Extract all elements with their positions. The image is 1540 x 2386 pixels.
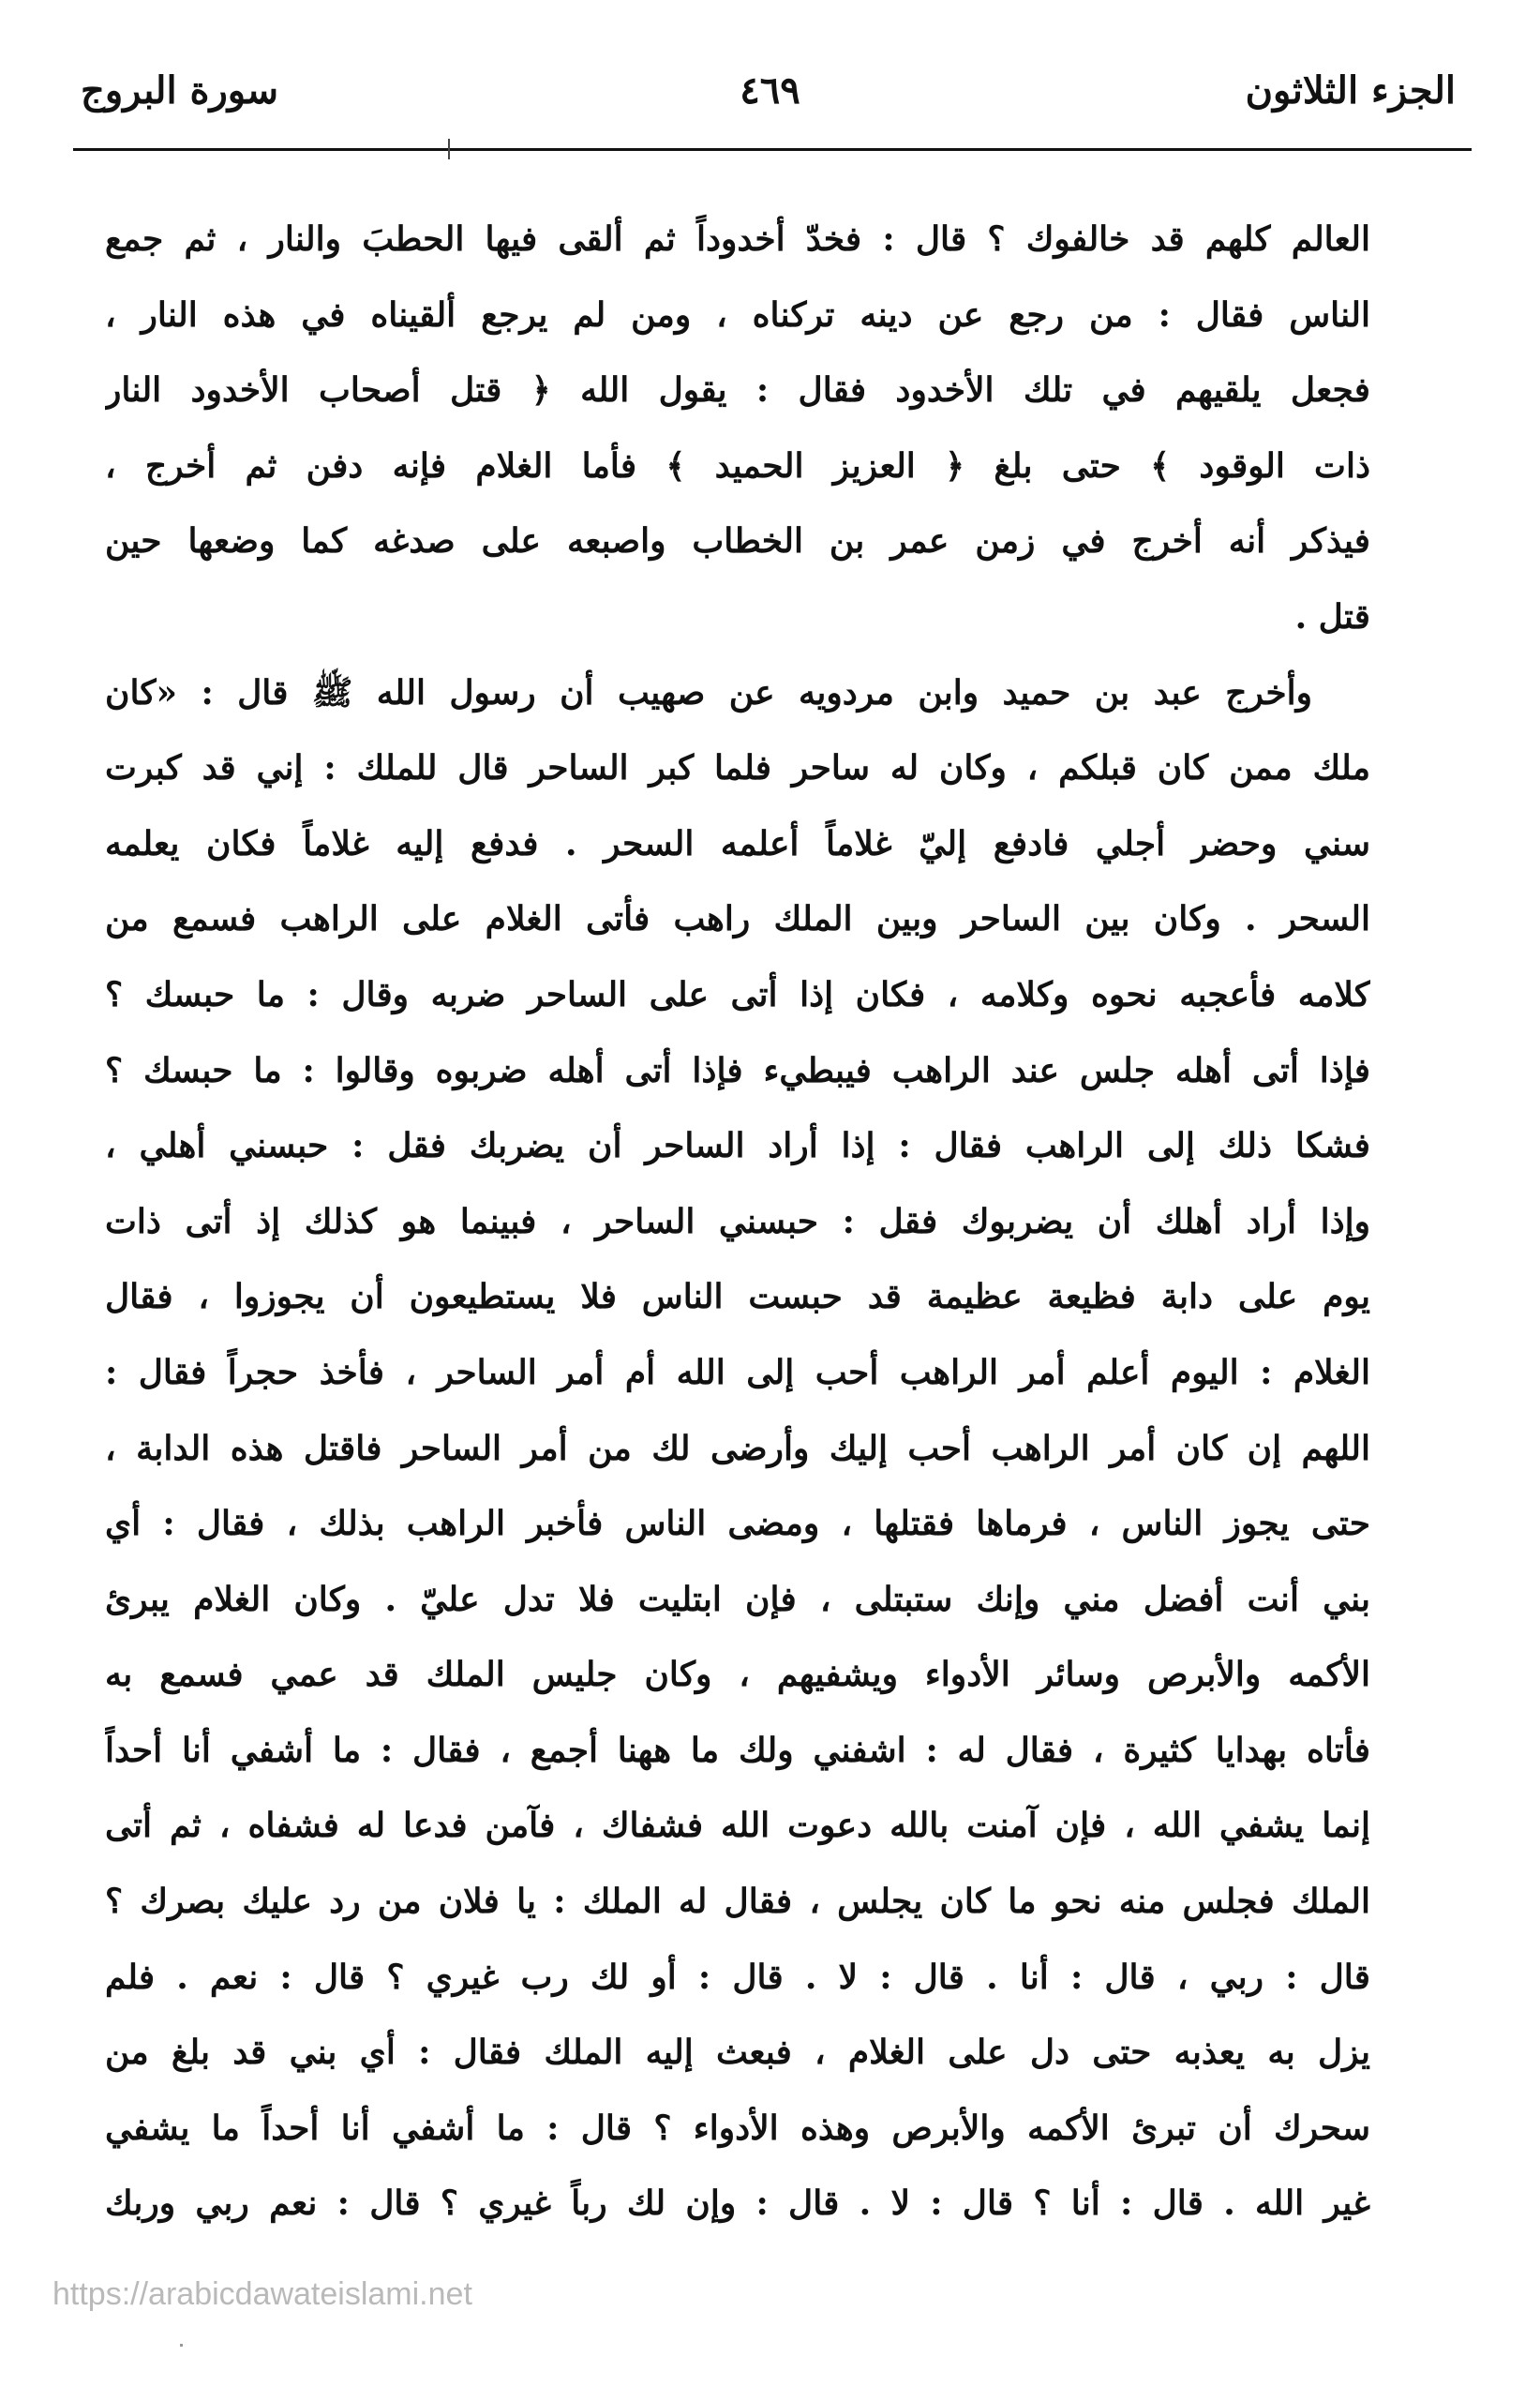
- text-line: بني أنت أفضل مني وإنك ستبتلى ، فإن ابتليت فلا تدل عليّ . وكان الغلام يبرئ: [105, 1579, 1370, 1619]
- text-line: غير الله . قال : أنا ؟ قال : لا . قال : وإن لك رباً غيري ؟ قال : نعم ربي وربك: [105, 2183, 1370, 2224]
- text-line: يزل به يعذبه حتى دل على الغلام ، فبعث إليه الملك فقال : أي بني قد بلغ من: [105, 2033, 1370, 2073]
- scan-speck: [180, 2344, 183, 2347]
- surah-title: سورة البروج: [81, 68, 278, 113]
- page-body: [105, 202, 1370, 2242]
- text-line: الملك فجلس منه نحو ما كان يجلس ، فقال له الملك : يا فلان من رد عليك بصرك ؟: [105, 1882, 1370, 1922]
- text-line: سحرك أن تبرئ الأكمه والأبرص وهذه الأدواء ؟ قال : ما أشفي أنا أحداً ما يشفي: [105, 2108, 1370, 2148]
- text-line: وإذا أراد أهلك أن يضربوك فقل : حبسني الساحر ، فبينما هو كذلك إذ أتى ذات: [105, 1201, 1370, 1241]
- text-line: سني وحضر أجلي فادفع إليّ غلاماً أعلمه السحر . فدفع إليه غلاماً فكان يعلمه: [105, 823, 1370, 863]
- text-line: اللهم إن كان أمر الراهب أحب إليك وأرضى لك من أمر الساحر فاقتل هذه الدابة ،: [105, 1428, 1370, 1468]
- text-line: فأتاه بهدايا كثيرة ، فقال له : اشفني ولك ما ههنا أجمع ، فقال : ما أشفي أنا أحداً: [105, 1730, 1370, 1770]
- text-line: كلامه فأعجبه نحوه وكلامه ، فكان إذا أتى على الساحر ضربه وقال : ما حبسك ؟: [105, 974, 1370, 1014]
- text-line: إنما يشفي الله ، فإن آمنت بالله دعوت الله فشفاك ، فآمن فدعا له فشفاه ، ثم أتى: [105, 1806, 1370, 1846]
- text-line: قتل .: [1294, 596, 1370, 637]
- text-line: ذات الوقود ﴾ حتى بلغ ﴿ العزيز الحميد ﴾ فأما الغلام فإنه دفن ثم أخرج ،: [105, 445, 1370, 486]
- text-line: فيذكر أنه أخرج في زمن عمر بن الخطاب واصبعه على صدغه كما وضعها حين: [105, 521, 1370, 562]
- watermark-link[interactable]: https://arabicdawateislami.net: [52, 2276, 472, 2312]
- text-line: الناس فقال : من رجع عن دينه تركناه ، ومن لم يرجع ألقيناه في هذه النار ،: [105, 294, 1370, 335]
- text-line: حتى يجوز الناس ، فرماها فقتلها ، ومضى الناس فأخبر الراهب بذلك ، فقال : أي: [105, 1504, 1370, 1544]
- text-line: يوم على دابة فظيعة عظيمة قد حبست الناس فلا يستطيعون أن يجوزوا ، فقال: [105, 1277, 1370, 1317]
- text-line: ملك ممن كان قبلكم ، وكان له ساحر فلما كبر الساحر قال للملك : إني قد كبرت: [105, 748, 1370, 788]
- text-line: فشكا ذلك إلى الراهب فقال : إذا أراد الساحر أن يضربك فقل : حبسني أهلي ،: [105, 1126, 1370, 1166]
- text-line: وأخرج عبد بن حميد وابن مردويه عن صهيب أن رسول الله ﷺ قال : «كان: [105, 672, 1312, 713]
- page-number: ٤٦٩: [740, 68, 800, 113]
- divider-mark: [448, 139, 450, 159]
- header-divider: [73, 148, 1472, 151]
- text-line: الغلام : اليوم أعلم أمر الراهب أحب إلى الله أم أمر الساحر ، فأخذ حجراً فقال :: [105, 1352, 1370, 1392]
- text-line: فجعل يلقيهم في تلك الأخدود فقال : يقول الله ﴿ قتل أصحاب الأخدود النار: [105, 370, 1370, 411]
- text-line: العالم كلهم قد خالفوك ؟ قال : فخدّ أخدوداً ثم ألقى فيها الحطبَ والنار ، ثم جمع: [105, 219, 1370, 259]
- text-line: السحر . وكان بين الساحر وبين الملك راهب فأتى الغلام على الراهب فسمع من: [105, 899, 1370, 939]
- part-title: الجزء الثلاثون: [1245, 68, 1456, 113]
- text-line: فإذا أتى أهله جلس عند الراهب فيبطيء فإذا أتى أهله ضربوه وقالوا : ما حبسك ؟: [105, 1050, 1370, 1090]
- page-header: [73, 58, 1467, 124]
- text-line: الأكمه والأبرص وسائر الأدواء ويشفيهم ، وكان جليس الملك قد عمي فسمع به: [105, 1655, 1370, 1695]
- text-line: قال : ربي ، قال : أنا . قال : لا . قال : أو لك رب غيري ؟ قال : نعم . فلم: [105, 1957, 1370, 1997]
